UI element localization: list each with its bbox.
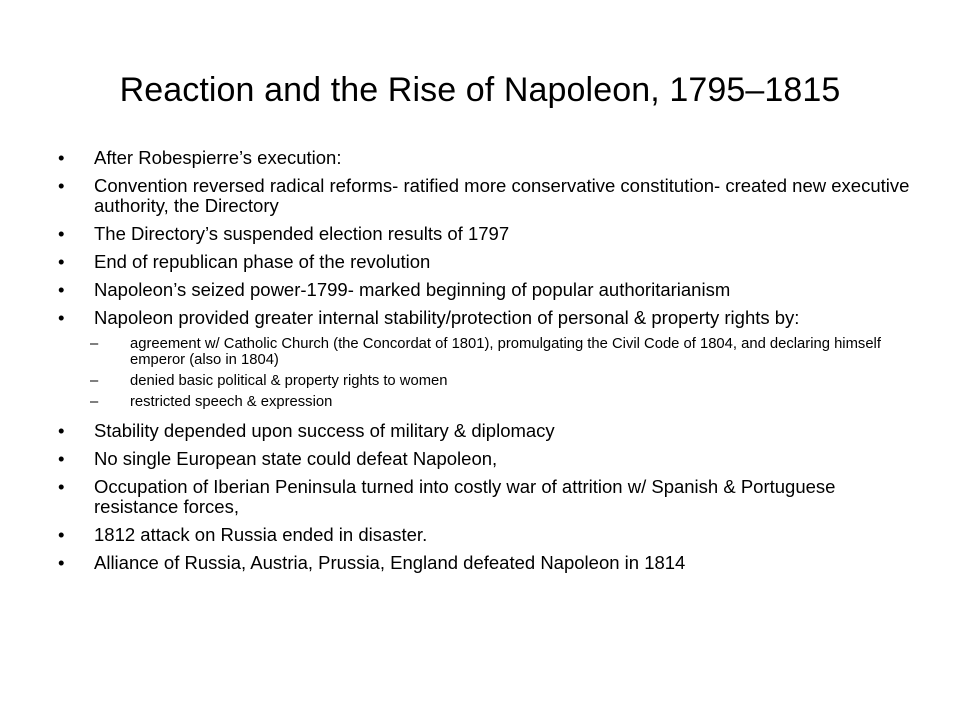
bullet-marker: • — [58, 175, 65, 196]
bullet-marker: • — [58, 420, 65, 441]
bullet-item — [58, 477, 918, 517]
bullet-item — [58, 308, 918, 328]
bullet-item — [58, 421, 918, 441]
bullet-item — [58, 148, 918, 168]
bullet-item — [58, 553, 918, 573]
bullet-text: 1812 attack on Russia ended in disaster. — [94, 524, 428, 545]
bullet-marker: • — [58, 279, 65, 300]
bullet-text: Convention reversed radical reforms- ratified more conservative constitution- created new executive authority, the Directory — [94, 175, 910, 216]
sub-bullet-marker: – — [90, 373, 99, 389]
bullet-item — [58, 252, 918, 272]
sub-bullet-marker: – — [90, 394, 99, 410]
bullet-list — [58, 148, 918, 581]
bullet-text: End of republican phase of the revolution — [94, 251, 431, 272]
bullet-text: Stability depended upon success of military & diplomacy — [94, 420, 555, 441]
bullet-item — [58, 176, 918, 216]
sub-bullet-item — [58, 394, 918, 410]
sub-bullet-list — [58, 336, 918, 410]
bullet-marker: • — [58, 307, 65, 328]
sub-bullet-text: agreement w/ Catholic Church (the Concordat of 1801), promulgating the Civil Code of 1804, and declaring himself emperor (also in 1804) — [130, 336, 881, 368]
bullet-item — [58, 224, 918, 244]
bullet-marker: • — [58, 147, 65, 168]
bullet-text: Occupation of Iberian Peninsula turned into costly war of attrition w/ Spanish & Portuguese resistance forces, — [94, 476, 836, 517]
bullet-item — [58, 449, 918, 469]
bullet-text: Napoleon provided greater internal stability/protection of personal & property rights by: — [94, 307, 800, 328]
bullet-item — [58, 525, 918, 545]
slide-title: Reaction and the Rise of Napoleon, 1795–1815 — [119, 71, 841, 109]
bullet-text: The Directory’s suspended election results of 1797 — [94, 223, 510, 244]
bullet-text: No single European state could defeat Napoleon, — [94, 448, 498, 469]
sub-bullet-item — [58, 336, 918, 368]
bullet-marker: • — [58, 476, 65, 497]
bullet-marker: • — [58, 448, 65, 469]
sub-bullet-marker: – — [90, 336, 99, 352]
sub-bullet-item — [58, 373, 918, 389]
bullet-marker: • — [58, 251, 65, 272]
bullet-item — [58, 280, 918, 300]
bullet-marker: • — [58, 524, 65, 545]
bullet-text: After Robespierre’s execution: — [94, 147, 342, 168]
sub-bullet-text: restricted speech & expression — [130, 394, 333, 410]
bullet-text: Alliance of Russia, Austria, Prussia, England defeated Napoleon in 1814 — [94, 552, 686, 573]
sub-bullet-text: denied basic political & property rights to women — [130, 373, 448, 389]
bullet-text: Napoleon’s seized power-1799- marked beginning of popular authoritarianism — [94, 279, 731, 300]
bullet-marker: • — [58, 552, 65, 573]
bullet-marker: • — [58, 223, 65, 244]
